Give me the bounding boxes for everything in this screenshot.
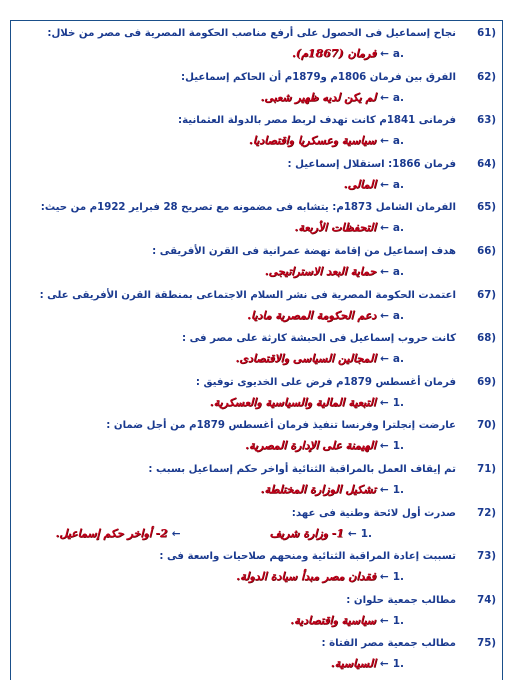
question-number: 65) <box>477 202 496 214</box>
question-text: الفرق بين فرمان 1806م و1879م أن الحاكم إسماعيل: <box>181 71 456 83</box>
answer-prefix: a. <box>392 178 404 191</box>
arrow-left-icon: ← <box>379 614 389 627</box>
question-text: كانت حروب إسماعيل فى الحبشة كارثة على مصر فى : <box>181 333 456 345</box>
answer-prefix: a. <box>392 353 404 366</box>
question-number: 62) <box>477 71 496 83</box>
arrow-left-icon: ← <box>379 571 389 584</box>
answer-row <box>247 309 404 323</box>
question-number: 61) <box>477 28 496 39</box>
question-text: هدف إسماعيل من إقامة نهضة عمرانية فى القرن الأفريقى : <box>152 246 456 257</box>
answer-prefix: 1. <box>392 396 404 409</box>
answer-row <box>261 483 404 497</box>
answer-prefix: a. <box>392 135 404 148</box>
answer-text-2: 2- أواخر حكم إسماعيل. <box>55 526 168 540</box>
answer-text: المالى. <box>343 177 377 191</box>
arrow-left-icon: ← <box>379 396 389 409</box>
answer-prefix: 1. <box>392 440 404 453</box>
answer-text: تشكيل الوزارة المختلطة. <box>260 483 376 496</box>
question-row <box>30 245 496 259</box>
answer-text: السياسية. <box>330 657 376 671</box>
question-row <box>30 550 496 564</box>
arrow-left-icon: ← <box>380 353 389 366</box>
answer-text: الهيمنة على الإدارة المصرية. <box>245 439 376 453</box>
question-text: اعتمدت الحكومة المصرية فى نشر السلام الاجتماعى بمنطقة القرن الأفريقى على : <box>39 289 456 301</box>
answer-prefix: a. <box>392 222 404 235</box>
question-number: 75) <box>477 638 496 650</box>
arrow-left-icon: ← <box>380 222 389 235</box>
answer-row <box>294 221 404 235</box>
arrow-left-icon: ← <box>171 527 181 540</box>
question-row <box>30 27 496 41</box>
answer-row <box>292 47 404 61</box>
question-row <box>30 507 496 521</box>
answer-prefix: 1. <box>392 658 404 671</box>
arrow-left-icon: ← <box>380 135 389 148</box>
question-number: 71) <box>477 464 496 475</box>
answer-text: المجالين السياسى والاقتصادى. <box>235 352 377 366</box>
arrow-left-icon: ← <box>347 527 357 540</box>
arrow-left-icon: ← <box>379 440 389 453</box>
answer-prefix: 1. <box>392 614 404 627</box>
question-number: 73) <box>477 551 496 563</box>
answer-row <box>260 91 404 105</box>
question-number: 70) <box>477 420 496 432</box>
question-number: 66) <box>477 246 496 257</box>
answer-row <box>290 614 404 628</box>
question-number: 72) <box>477 507 496 519</box>
question-row <box>30 594 496 608</box>
question-number: 63) <box>477 115 496 127</box>
question-number: 74) <box>477 594 496 606</box>
answer-row <box>331 657 404 671</box>
question-number: 64) <box>477 158 496 170</box>
arrow-left-icon: ← <box>379 658 389 671</box>
answer-row <box>245 439 404 453</box>
question-row <box>30 289 496 303</box>
answer-text: فقدان مصر مبدأ سيادة الدولة. <box>236 570 376 584</box>
question-text: الفرمان الشامل 1873م: يتشابه فى مضمونه مع تصريح 28 فبراير 1922م من حيث: <box>40 202 456 214</box>
question-text: نجاح إسماعيل فى الحصول على أرفع مناصب الحكومة المصرية فى مصر من خلال: <box>47 28 456 39</box>
answer-prefix: 1. <box>392 571 404 584</box>
answer-row <box>265 265 404 279</box>
question-number: 67) <box>477 289 496 301</box>
answer-text: دعم الحكومة المصرية ماديا. <box>247 308 377 322</box>
answer-text: فرمان (1867م). <box>291 47 377 60</box>
answer-row <box>236 570 404 584</box>
question-row <box>30 376 496 390</box>
arrow-left-icon: ← <box>380 309 389 322</box>
question-number: 68) <box>477 333 496 345</box>
answer-prefix: 1. <box>360 527 372 540</box>
question-row <box>30 201 496 215</box>
question-row <box>30 463 496 477</box>
question-text: صدرت أول لائحة وطنية فى عهد: <box>291 507 456 519</box>
question-text: فرمانى 1841م كانت تهدف لربط مصر بالدولة العثمانية: <box>178 115 456 127</box>
question-text: عارضت إنجلترا وفرنسا تنفيذ فرمان أغسطس 1879م من أجل ضمان : <box>106 420 456 432</box>
arrow-left-icon: ← <box>379 484 389 496</box>
answer-text: 1- وزارة شريف <box>269 526 344 540</box>
question-text: فرمان 1866: استقلال إسماعيل : <box>287 158 456 170</box>
question-text: تم إيقاف العمل بالمراقبة الثنائية أواخر حكم إسماعيل بسبب : <box>148 464 456 475</box>
question-row <box>30 71 496 85</box>
answer-row <box>235 352 404 366</box>
answer-text: التبعية المالية والسياسية والعسكرية. <box>209 395 376 409</box>
answer-text: سياسية واقتصادية. <box>290 613 376 627</box>
answer-text: لم يكن لديه ظهير شعبى. <box>260 90 377 104</box>
question-row <box>30 419 496 433</box>
answer-prefix: a. <box>392 309 404 322</box>
answer-text: حماية البعد الاستراتيجى. <box>264 265 377 278</box>
answer-prefix: a. <box>392 266 404 278</box>
question-text: مطالب جمعية حلوان : <box>346 594 456 606</box>
question-text: مطالب جمعية مصر الفتاة : <box>321 638 456 650</box>
answer-prefix: 1. <box>392 484 404 496</box>
question-row <box>30 114 496 128</box>
answer-prefix: a. <box>392 48 404 60</box>
arrow-left-icon: ← <box>380 266 389 278</box>
answer-row <box>249 134 404 148</box>
question-row <box>30 158 496 172</box>
answer-row <box>344 178 404 192</box>
answer-row <box>210 396 404 410</box>
arrow-left-icon: ← <box>380 178 389 191</box>
arrow-left-icon: ← <box>380 91 389 104</box>
answer-text: سياسية وعسكريا واقتصاديا. <box>248 134 377 148</box>
arrow-left-icon: ← <box>380 48 389 60</box>
answer-prefix: a. <box>392 91 404 104</box>
question-row <box>30 332 496 346</box>
question-text: تسببت إعادة المراقبة الثنائية ومنحهم صلاحيات واسعة فى : <box>159 551 456 563</box>
answer-row <box>55 527 372 541</box>
question-row <box>30 637 496 651</box>
question-number: 69) <box>477 376 496 388</box>
question-text: فرمان أغسطس 1879م فرض على الخديوى توفيق : <box>195 376 456 388</box>
answer-text: التحفظات الأربعة. <box>294 221 377 235</box>
